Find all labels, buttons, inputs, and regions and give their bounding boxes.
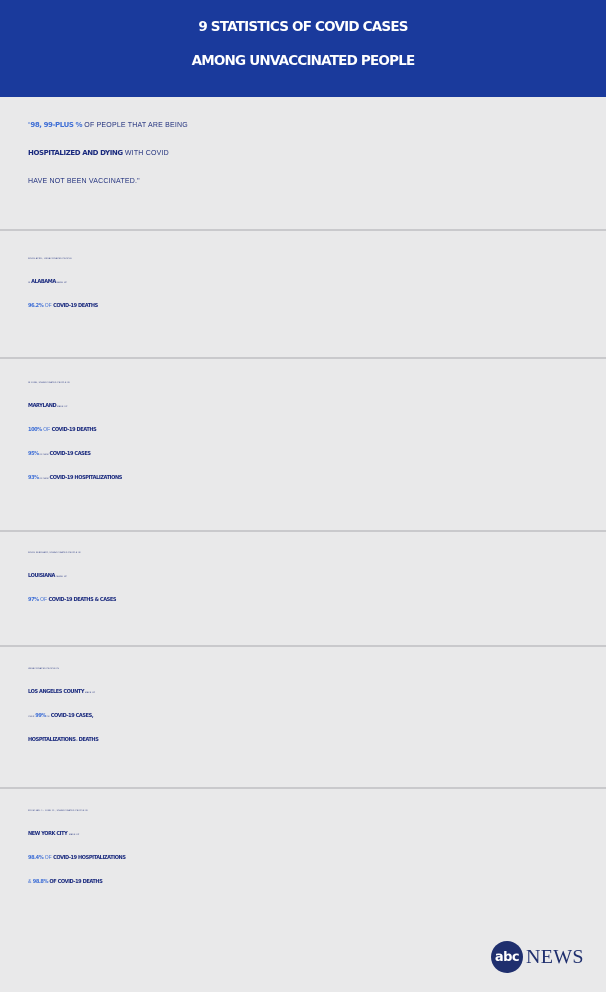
stat-text: 95% (28, 451, 39, 457)
stat-text: LOUISIANA (28, 573, 55, 579)
stat-text: OF (46, 716, 51, 718)
stat-text: OF NEW (38, 478, 50, 480)
stat-section-maryland (28, 370, 588, 504)
stat-line (28, 540, 588, 564)
stat-text: HOSPITALIZED AND DYING (28, 149, 123, 157)
stat-line (28, 142, 588, 170)
stat-section-new-york-city (28, 798, 588, 906)
stat-line (28, 246, 588, 270)
stat-line (28, 588, 588, 612)
stat-text: OF (41, 427, 52, 433)
stat-text: 97% (28, 597, 39, 603)
stat-line (28, 564, 588, 588)
title-line-1: 9 STATISTICS OF COVID CASES (198, 19, 408, 35)
title-line-2: AMONG UNVACCINATED PEOPLE (191, 53, 415, 69)
stat-text: COVID-19 DEATHS (51, 427, 97, 433)
stat-text: DEATHS (78, 737, 99, 743)
title-banner (0, 0, 606, 97)
stat-text: MADE UP (67, 834, 80, 836)
abc-news-logo (491, 941, 584, 973)
stat-text: MARYLAND (28, 403, 57, 409)
stat-line (28, 728, 588, 752)
stat-text: MAKE UP (84, 692, 96, 694)
stat-line (28, 466, 588, 490)
stat-text: COVID-19 HOSPITALIZATIONS (49, 475, 122, 481)
stat-text: COVID-19 DEATHS (53, 303, 98, 309)
stat-text: ALABAMA (31, 279, 56, 285)
stat-text: 99% (35, 713, 47, 719)
stat-line (28, 294, 588, 318)
stat-text: LOS ANGELES COUNTY (28, 689, 85, 695)
stat-section-alabama (28, 246, 588, 328)
stat-text: 96.2% (28, 303, 44, 309)
stat-section-louisiana (28, 540, 588, 624)
stat-text: COVID-19 CASES (49, 451, 91, 457)
stat-text: COVID-19 DEATHS & CASES (48, 597, 117, 603)
stat-text: COVID-19 CASES, (50, 713, 94, 719)
stat-line (28, 870, 588, 894)
stat-line (28, 270, 588, 294)
stat-text: 98.4% (28, 855, 44, 861)
section-divider (0, 787, 606, 789)
section-divider (0, 530, 606, 532)
stat-line (28, 822, 588, 846)
stat-text: OF (43, 855, 54, 861)
stat-text: OF COVID-19 DEATHS (48, 879, 103, 885)
stat-text: IN JUNE, UNVACCINATED PEOPLE IN (28, 382, 70, 384)
stat-text: WITH COVID (122, 150, 169, 157)
stat-text: 100% (28, 427, 42, 433)
section-divider (0, 357, 606, 359)
stat-text: 93% (28, 475, 39, 481)
stat-text: OVER (28, 716, 36, 718)
stat-line (28, 846, 588, 870)
stat-text: SINCE APRIL, UNVACCINATED PEOPLE (28, 258, 72, 260)
stat-text: SINCE FEBRUARY, UNVACCINATED PEOPLE IN (28, 552, 81, 554)
stat-line (28, 656, 588, 680)
stat-line (28, 442, 588, 466)
stat-text: HOSPITALIZATIONS (28, 737, 76, 743)
stat-line (28, 704, 588, 728)
stat-text: 98.8% (32, 879, 49, 885)
stat-text: & (75, 740, 79, 742)
stat-text: & (28, 879, 33, 885)
stat-line (28, 370, 588, 394)
stat-line (28, 114, 588, 142)
stat-text: IN (28, 282, 32, 284)
stat-text: COVID-19 HOSPITALIZATIONS (53, 855, 126, 861)
stat-text: UNVACCINATED PEOPLE IN (28, 668, 59, 670)
stat-line (28, 798, 588, 822)
stat-section-los-angeles (28, 656, 588, 762)
stat-text: OF (43, 303, 54, 309)
section-divider (0, 229, 606, 231)
stat-text: OF (38, 597, 49, 603)
stat-section-slavitt (28, 114, 588, 210)
stat-text: OF NEW (38, 454, 50, 456)
stat-line (28, 418, 588, 442)
stat-text: “ (28, 122, 31, 129)
stat-text: NEW YORK CITY (28, 831, 68, 837)
stat-line (28, 680, 588, 704)
stat-text: HAVE NOT BEEN VACCINATED." (28, 178, 140, 185)
stat-text: MADE UP (56, 406, 68, 408)
stat-line (28, 170, 588, 198)
stat-text: MADE UP (54, 576, 67, 578)
stat-line (28, 394, 588, 418)
stat-text: 98, 99-PLUS % (30, 121, 83, 129)
news-wordmark: NEWS (526, 945, 584, 968)
stat-text: OF PEOPLE THAT ARE BEING (82, 122, 188, 129)
stat-text: MADE UP (55, 282, 68, 284)
stat-text: FROM JAN. 1 - JUNE 15 , UNVACCINATED PEOPLE IN (28, 810, 88, 812)
section-divider (0, 645, 606, 647)
abc-logo-icon: abc (491, 941, 523, 973)
